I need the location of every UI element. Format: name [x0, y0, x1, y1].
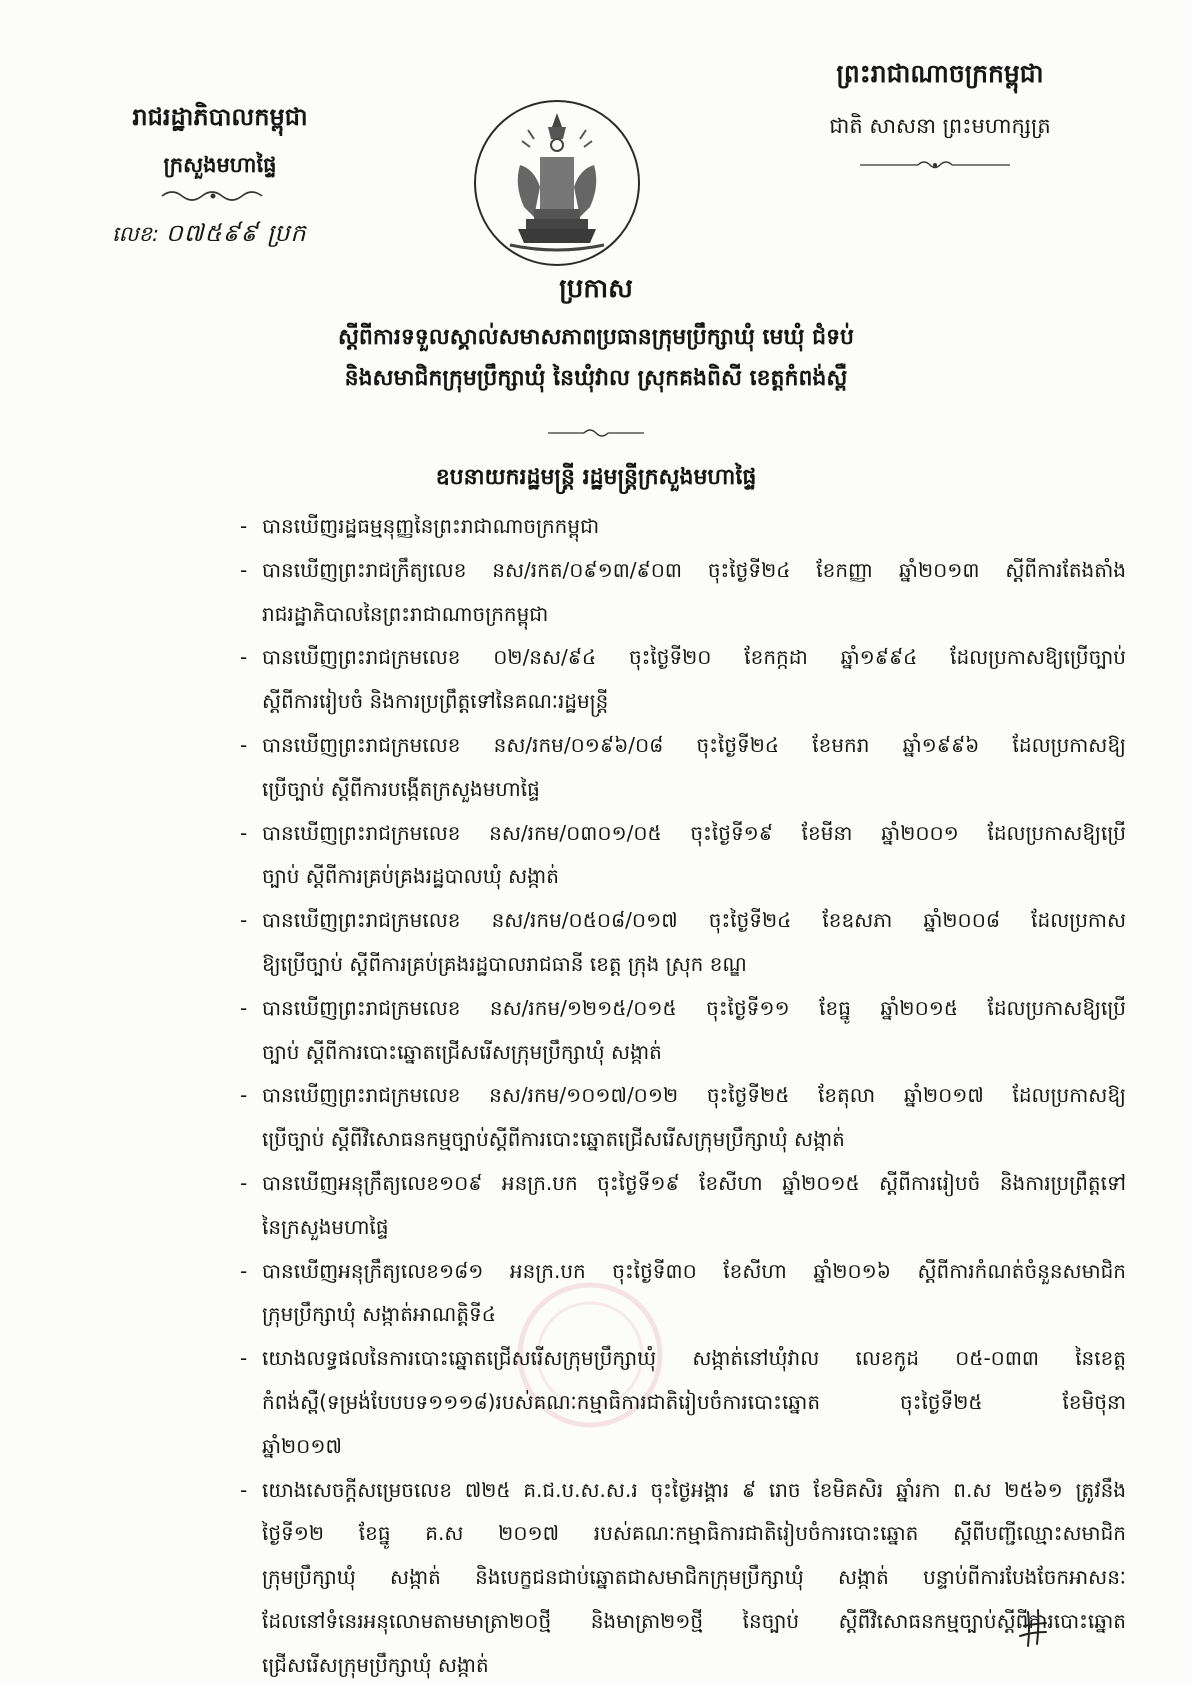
list-item-text: បានឃើញអនុក្រឹត្យលេខ១៨១ អនក្រ.បក ចុះថ្ងៃទី៣០ ខែសីហា ឆ្នាំ២០១៦ ស្តីពីការកំណត់ចំនួនសមាជិក: [262, 1258, 1126, 1283]
list-item-text: យោងលទ្ធផលនៃការបោះឆ្នោតជ្រើសរើសក្រុមប្រឹក្សាឃុំ សង្កាត់នៅឃុំវាល លេខកូដ ០៥-០៣៣ នៃខេត្ត: [262, 1346, 1126, 1371]
list-item-continuation: ច្បាប់ ស្តីពីការបោះឆ្នោតជ្រើសរើសក្រុមប្រឹក្សាឃុំ សង្កាត់: [262, 1039, 662, 1064]
list-item-continuation: ឆ្នាំ២០១៧: [262, 1433, 342, 1458]
coat-of-arms-emblem: [470, 95, 645, 275]
list-item-text: បានឃើញព្រះរាជក្រមលេខ នស/រកម/០៣០១/០៥ ចុះថ្ងៃទី១៩ ខែមីនា ឆ្នាំ២០០១ ដែលប្រកាសឱ្យប្រើ: [262, 820, 1126, 845]
bullet-dash: -: [240, 908, 248, 933]
bullet-dash: -: [240, 1170, 248, 1195]
list-item: [238, 987, 1126, 1031]
ministry-header: [85, 95, 355, 185]
list-item-text: បានឃើញព្រះរាជក្រមលេខ នស/រកម/១០១៧/០១២ ចុះថ្ងៃទី២៥ ខែតុលា ឆ្នាំ២០១៧ ដែលប្រកាសឱ្យ: [262, 1083, 1126, 1108]
list-item: [238, 636, 1126, 680]
list-item-text: បានឃើញព្រះរាជក្រមលេខ នស/រកម/១២១៥/០១៥ ចុះថ្ងៃទី១១ ខែធ្នូ ឆ្នាំ២០១៥ ដែលប្រកាសឱ្យប្រើ: [262, 995, 1126, 1020]
government-name: រាជរដ្ឋាភិបាលកម្ពុជា: [132, 103, 308, 131]
list-item-text: បានឃើញព្រះរាជក្រមលេខ នស/រកម/០៥០៨/០១៧ ចុះថ្ងៃទី២៤ ខែឧសភា ឆ្នាំ២០០៨ ដែលប្រកាស: [262, 908, 1126, 933]
list-item: [238, 1337, 1126, 1381]
list-item: [238, 549, 1126, 593]
bullet-dash: -: [240, 820, 248, 845]
list-item: [238, 1469, 1126, 1513]
list-item-continuation: ថ្ងៃទី១២ ខែធ្នូ គ.ស ២០១៧ របស់គណៈកម្មាធិការជាតិរៀបចំការបោះឆ្នោត ស្តីពីបញ្ជីឈ្មោះសមាជិក: [262, 1521, 1126, 1546]
list-item-continuation: កំពង់ស្ពឺ(ទម្រង់បែបបទ១១១៨)របស់គណៈកម្មាធិការជាតិរៀបចំការបោះឆ្នោត ចុះថ្ងៃទី២៥ ខែមិថុនា: [262, 1389, 1126, 1414]
preamble-list: [238, 505, 1126, 1684]
bullet-dash: -: [240, 1346, 248, 1371]
list-item-continuation: ប្រើច្បាប់ ស្តីពីការបង្កើតក្រសួងមហាផ្ទៃ: [262, 776, 540, 801]
list-item-continuation: ស្តីពីការរៀបចំ និងការប្រព្រឹត្តទៅនៃគណៈរដ្ឋមន្ត្រី: [262, 689, 609, 714]
bullet-dash: -: [240, 1477, 248, 1502]
list-item-continuation: ជ្រើសរើសក្រុមប្រឹក្សាឃុំ សង្កាត់: [262, 1652, 489, 1677]
list-item-text: បានឃើញអនុក្រឹត្យលេខ១០៩ អនក្រ.បក ចុះថ្ងៃទី១៩ ខែសីហា ឆ្នាំ២០១៥ ស្តីពីការរៀបចំ និងការប្រព្រឹត្តទៅ: [262, 1170, 1126, 1195]
list-item: [238, 1250, 1126, 1294]
list-item-continuation: ក្រុមប្រឹក្សាឃុំ សង្កាត់អាណត្តិទី៤: [262, 1302, 496, 1327]
reference-value: ០៧៥៩៩ ប្រក: [165, 219, 307, 247]
list-item-text: បានឃើញព្រះរាជក្រមលេខ ០២/នស/៩៤ ចុះថ្ងៃទី២០ ខែកក្កដា ឆ្នាំ១៩៩៤ ដែលប្រកាសឱ្យប្រើច្បាប់: [262, 645, 1126, 670]
list-item-text: បានឃើញរដ្ឋធម្មនុញ្ញនៃព្រះរាជាណាចក្រកម្ពុជា: [262, 514, 600, 538]
subtitle-line-2: និងសមាជិកក្រុមប្រឹក្សាឃុំ នៃឃុំវាល ស្រុកគងពិសី ខេត្តកំពង់ស្ពឺ: [344, 366, 848, 391]
bullet-dash: -: [240, 645, 248, 670]
national-motto: ជាតិ សាសនា ព្រះមហាក្សត្រ: [829, 114, 1051, 138]
bullet-dash: -: [240, 995, 248, 1020]
bullet-dash: -: [240, 732, 248, 757]
handwritten-initial: [1012, 1606, 1052, 1650]
ministry-name: ក្រសួងមហាផ្ទៃ: [163, 153, 277, 177]
document-heading: ប្រកាស: [559, 274, 633, 304]
list-item-text: បានឃើញព្រះរាជក្រមលេខ នស/រកម/០១៩៦/០៨ ចុះថ្ងៃទី២៤ ខែមករា ឆ្នាំ១៩៩៦ ដែលប្រកាសឱ្យ: [262, 732, 1126, 757]
list-item: [238, 1074, 1126, 1118]
list-item: [238, 812, 1126, 856]
list-item: [238, 505, 1126, 549]
kingdom-header: [780, 52, 1100, 146]
reference-label: លេខ:: [112, 222, 160, 246]
bullet-dash: -: [240, 1083, 248, 1108]
list-item: [238, 899, 1126, 943]
list-item-text: យោងសេចក្តីសម្រេចលេខ ៧២៥ គ.ជ.ប.ស.ស.រ ចុះថ្ងៃអង្គារ ៩ រោច ខែមិគសិរ ឆ្នាំរកា ព.ស ២៥៦១ ត្រូវនឹង: [262, 1477, 1126, 1502]
list-item-continuation: ច្បាប់ ស្តីពីការគ្រប់គ្រងរដ្ឋបាលឃុំ សង្កាត់: [262, 864, 559, 889]
bullet-dash: -: [240, 557, 248, 582]
list-item-continuation: ក្រុមប្រឹក្សាឃុំ សង្កាត់ និងបេក្ខជនជាប់ឆ្នោតជាសមាជិកក្រុមប្រឹក្សាឃុំ សង្កាត់ បន្ទាប់ពីការបែងចែកអាសនៈ: [262, 1565, 1126, 1590]
list-item-text: បានឃើញព្រះរាជក្រឹត្យលេខ នស/រកត/០៩១៣/៩០៣ ចុះថ្ងៃទី២៤ ខែកញ្ញា ឆ្នាំ២០១៣ ស្តីពីការតែងតាំង: [262, 557, 1126, 582]
reference-number: [112, 218, 307, 253]
list-item-continuation: ប្រើច្បាប់ ស្តីពីវិសោធនកម្មច្បាប់ស្តីពីការបោះឆ្នោតជ្រើសរើសក្រុមប្រឹក្សាឃុំ សង្កាត់: [262, 1127, 845, 1152]
bullet-dash: -: [240, 514, 248, 538]
bullet-dash: -: [240, 1258, 248, 1283]
subtitle-line-1: ស្តីពីការទទួលស្គាល់សមាសភាពប្រធានក្រុមប្រឹក្សាឃុំ មេឃុំ ជំទប់: [337, 325, 854, 350]
list-item-continuation: នៃក្រសួងមហាផ្ទៃ: [262, 1214, 389, 1239]
list-item: [238, 724, 1126, 768]
header-ornament-right: [860, 158, 1010, 172]
signatory-title: ឧបនាយករដ្ឋមន្ត្រី រដ្ឋមន្ត្រីក្រសួងមហាផ្ទៃ: [435, 465, 757, 490]
list-item-continuation: ដែលនៅទំនេរអនុលោមតាមមាត្រា២០ថ្មី និងមាត្រា២១ថ្មី នៃច្បាប់ ស្តីពីវិសោធនកម្មច្បាប់ស្តីពីការបោះឆ្នោត: [262, 1608, 1126, 1633]
kingdom-title: ព្រះរាជាណាចក្រកម្ពុជា: [836, 59, 1044, 88]
list-item: [238, 1162, 1126, 1206]
header-ornament-left: [158, 188, 268, 204]
list-item-continuation: ឱ្យប្រើច្បាប់ ស្តីពីការគ្រប់គ្រងរដ្ឋបាលរាជធានី ខេត្ត ក្រុង ស្រុក ខណ្ឌ: [262, 951, 747, 976]
title-divider: [548, 426, 644, 440]
list-item-continuation: រាជរដ្ឋាភិបាលនៃព្រះរាជាណាចក្រកម្ពុជា: [262, 601, 549, 626]
